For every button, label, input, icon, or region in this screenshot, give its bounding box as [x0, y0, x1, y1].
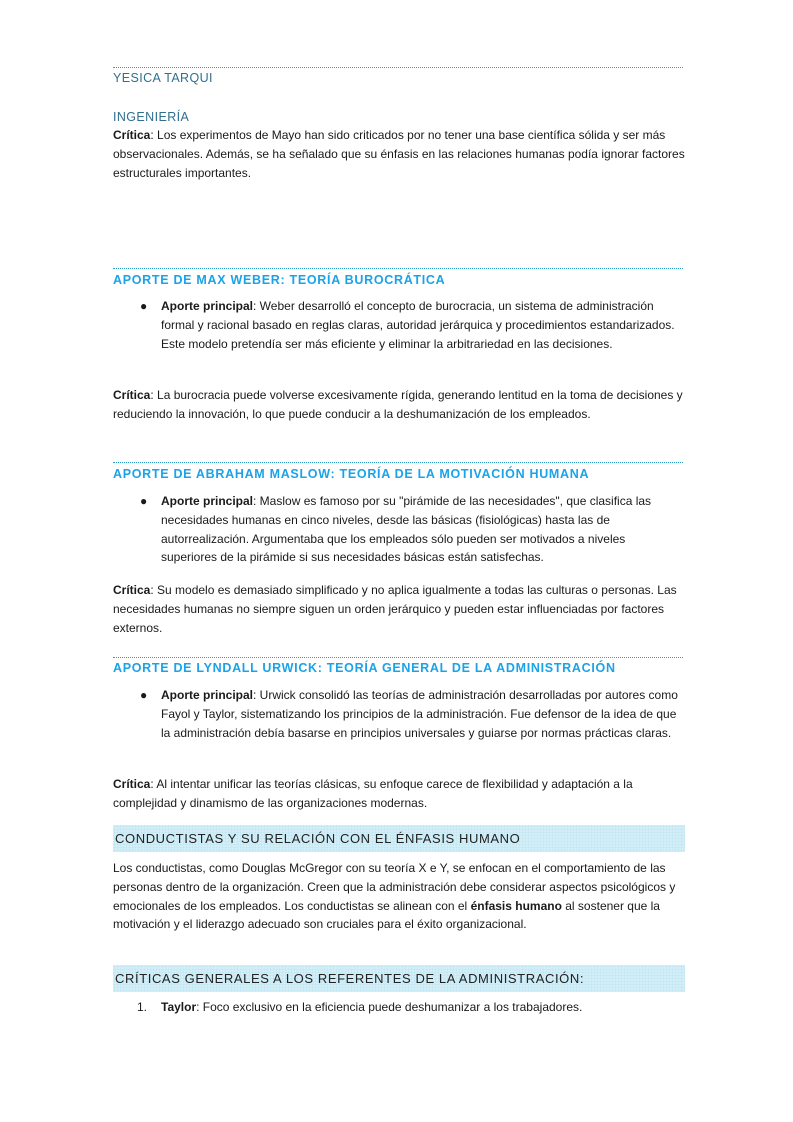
- paragraph-bold: énfasis humano: [470, 898, 562, 913]
- critique-label: Crítica: [113, 583, 151, 597]
- shaded-heading: [113, 965, 685, 992]
- bullet-text: : Urwick consolidó las teorías de administración desarrolladas por autores como Fayol y Taylor, sistematizando los principios de la administración. Fue defensor de la idea de que la administración debía basarse en principios universales y guiarse por normas prácticas claras.: [161, 688, 678, 740]
- paragraph-text: al sostener que la motivación y el liderazgo adecuado son cruciales para el éxito organizacional.: [113, 898, 660, 932]
- divider: [113, 67, 683, 68]
- section-heading-maslow: APORTE DE ABRAHAM MASLOW: TEORÍA DE LA MOTIVACIÓN HUMANA: [113, 467, 590, 481]
- mayo-critique: [113, 126, 685, 182]
- list-label: Taylor: [161, 1000, 197, 1014]
- critique: [113, 775, 685, 813]
- conductistas-paragraph: [113, 859, 685, 934]
- bullet-icon: ●: [140, 688, 148, 702]
- career-heading: INGENIERÍA: [113, 110, 190, 124]
- bullet-item: [161, 686, 681, 742]
- bullet-text: : Weber desarrolló el concepto de burocracia, un sistema de administración formal y racional basado en reglas claras, autoridad jerárquica y procedimientos estandarizados. Este modelo pretendía ser más eficiente y eliminar la arbitrariedad en las decisiones.: [161, 299, 675, 351]
- criticas-heading: CRÍTICAS GENERALES A LOS REFERENTES DE LA ADMINISTRACIÓN:: [115, 971, 585, 986]
- list-text: : Foco exclusivo en la eficiencia puede deshumanizar a los trabajadores.: [196, 1000, 583, 1014]
- section-heading-urwick: APORTE DE LYNDALL URWICK: TEORÍA GENERAL DE LA ADMINISTRACIÓN: [113, 661, 616, 675]
- critique: [113, 581, 685, 637]
- divider: [113, 462, 683, 463]
- critique-label: Crítica: [113, 777, 151, 791]
- paragraph-text: Los conductistas, como Douglas McGregor con su teoría X e Y, se enfocan en el comportamiento de las personas dentro de la organización. Creen que la administración debe considerar aspectos psicológicos y emocionales de los empleados. Los conductistas se alinean con el: [113, 861, 676, 913]
- bullet-label: Aporte principal: [161, 299, 254, 313]
- bullet-text: : Maslow es famoso por su "pirámide de las necesidades", que clasifica las necesidades humanas en cinco niveles, desde las básicas (fisiológicas) hasta las de autorrealización. Argumentaba que los empleados sólo pueden ser motivados a niveles superiores de la pirámide si sus necesidades básicas están satisfechas.: [161, 494, 652, 565]
- critique-text: : Al intentar unificar las teorías clásicas, su enfoque carece de flexibilidad y adaptación a la complejidad y dinamismo de las organizaciones modernas.: [113, 777, 633, 810]
- divider: [113, 657, 683, 658]
- critique-text: : Los experimentos de Mayo han sido criticados por no tener una base científica sólida y ser más observacionales. Además, se ha señalado que su énfasis en las relaciones humanas podía ignorar factores estructurales importantes.: [113, 128, 685, 180]
- bullet-icon: ●: [140, 299, 148, 313]
- bullet-label: Aporte principal: [161, 688, 254, 702]
- list-number: 1.: [137, 1000, 148, 1014]
- author-name: YESICA TARQUI: [113, 71, 213, 85]
- critique: [113, 386, 685, 424]
- critique-text: : La burocracia puede volverse excesivamente rígida, generando lentitud en la toma de decisiones y reduciendo la innovación, lo que puede conducir a la deshumanización de los empleados.: [113, 388, 683, 421]
- conductistas-heading: CONDUCTISTAS Y SU RELACIÓN CON EL ÉNFASIS HUMANO: [115, 831, 521, 846]
- critique-text: : Su modelo es demasiado simplificado y no aplica igualmente a todas las culturas o personas. Las necesidades humanas no siempre siguen un orden jerárquico y pueden estar influenciadas por factores externos.: [113, 583, 677, 635]
- divider: [113, 268, 683, 269]
- section-heading-weber: APORTE DE MAX WEBER: TEORÍA BUROCRÁTICA: [113, 273, 446, 287]
- bullet-item: [161, 492, 681, 567]
- shaded-heading: [113, 825, 685, 852]
- bullet-item: [161, 297, 681, 353]
- bullet-label: Aporte principal: [161, 494, 254, 508]
- list-item: [161, 998, 681, 1017]
- bullet-icon: ●: [140, 494, 148, 508]
- critique-label: Crítica: [113, 388, 151, 402]
- critique-label: Crítica: [113, 128, 151, 142]
